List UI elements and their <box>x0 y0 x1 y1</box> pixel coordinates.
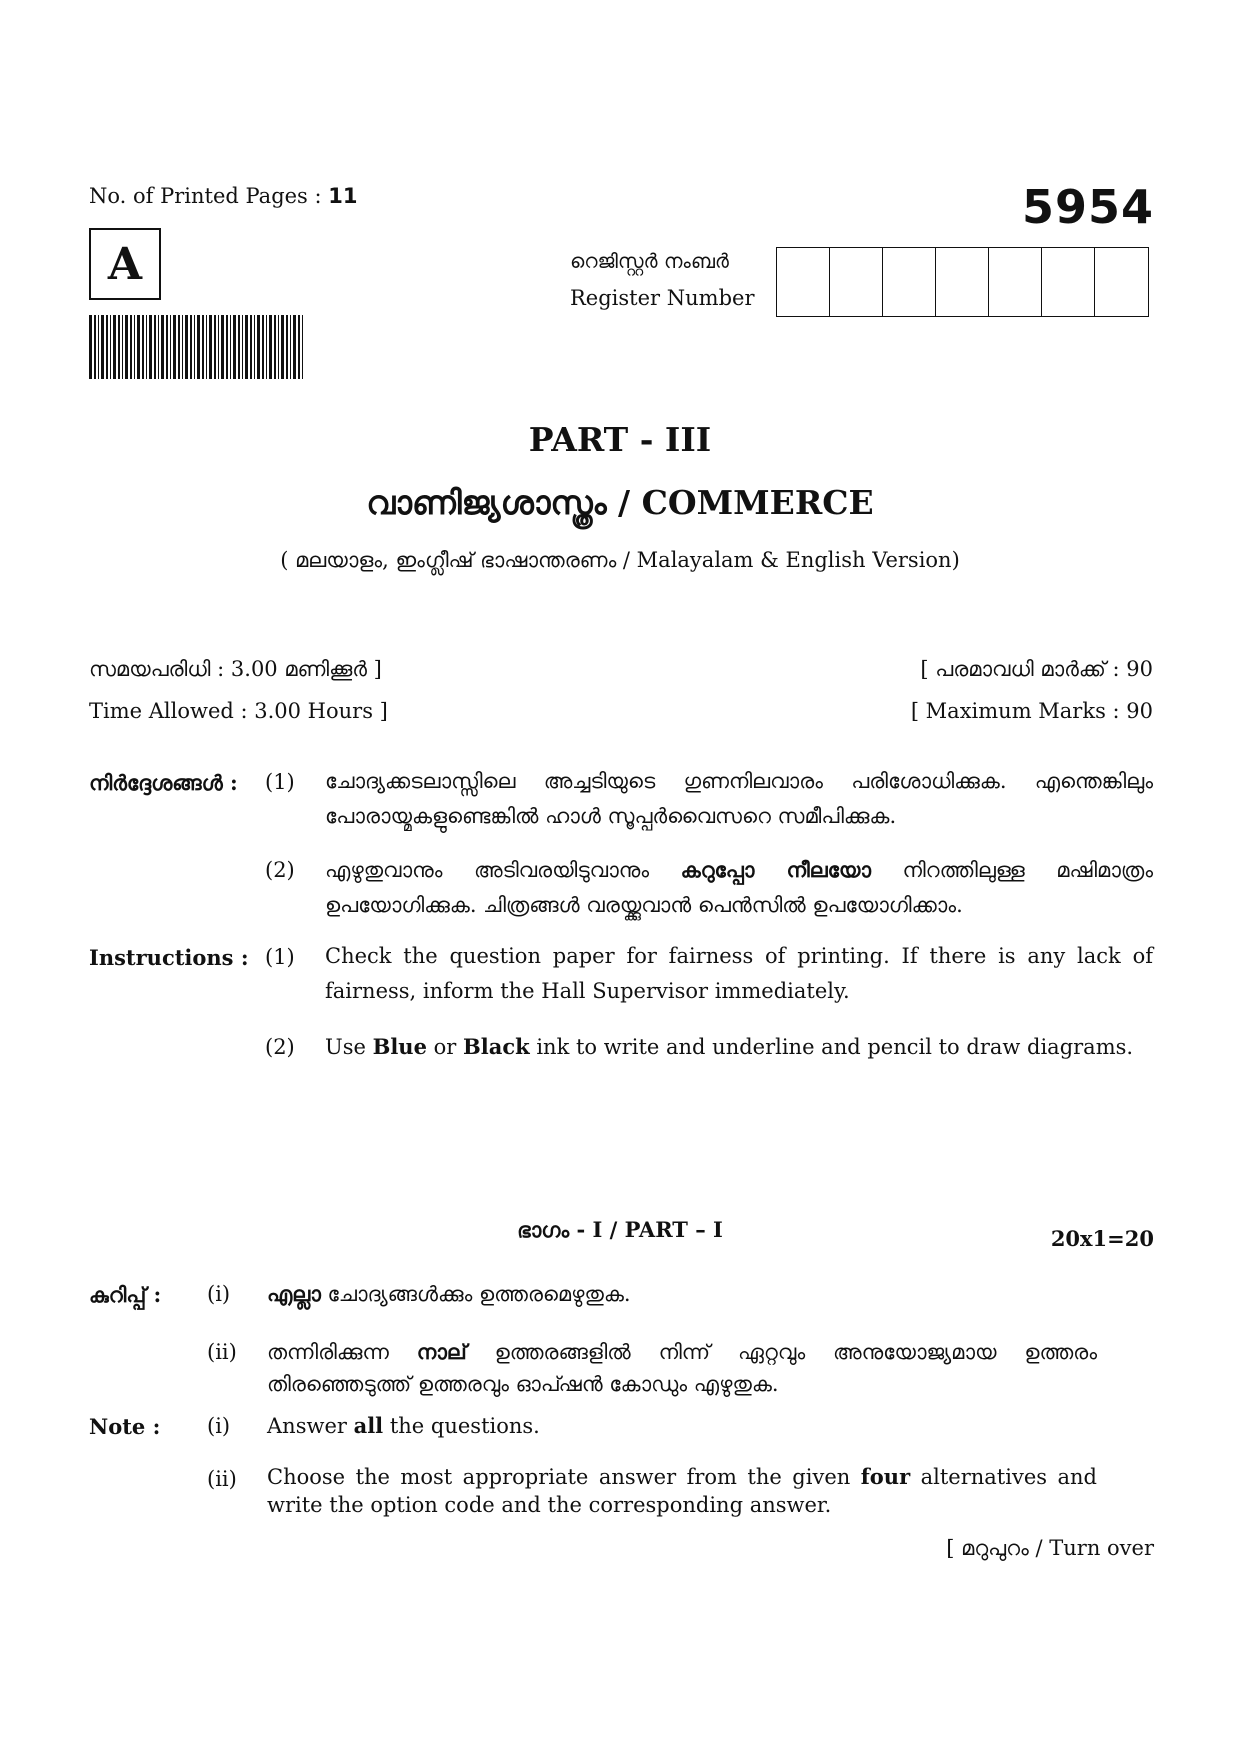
text-part: Use <box>325 1035 373 1059</box>
emphasis: നാല് <box>416 1339 467 1364</box>
text-part: alternatives and write the option code and the corresponding answer. <box>267 1465 1097 1517</box>
max-marks-en: [ Maximum Marks : 90 <box>910 699 1153 723</box>
part1-heading: ഭാഗം - I / PART – I <box>517 1217 723 1242</box>
max-marks-ml: [ പരമാവധി മാർക്ക് : 90 <box>920 657 1153 681</box>
part-title: PART - III <box>528 420 712 459</box>
note-en-label: Note : <box>89 1414 161 1439</box>
item-number: (i) <box>207 1282 231 1306</box>
printed-pages <box>89 184 358 208</box>
text-part: ചോദ്യങ്ങൾക്കും ഉത്തരമെഴുതുക. <box>320 1282 631 1306</box>
item-number: (ii) <box>207 1467 237 1491</box>
part1-marks: 20x1=20 <box>1050 1226 1154 1251</box>
item-number: (2) <box>265 858 295 882</box>
text-part: or <box>426 1035 463 1059</box>
item-number: (ii) <box>207 1340 237 1364</box>
register-digit-box[interactable] <box>777 248 830 316</box>
text-part: the questions. <box>383 1414 540 1438</box>
text-part: തന്നിരിക്കുന്ന <box>267 1340 417 1364</box>
instruction-text: ചോദ്യക്കടലാസ്സിലെ അച്ചടിയുടെ ഗുണനിലവാരം പരിശോധിക്കുക. എന്തെങ്കിലും പോരായ്മകളുണ്ടെങ്കിൽ ഹാൾ സൂപ്പർവൈസറെ സമീപിക്കുക. <box>325 769 1153 828</box>
item-number: (1) <box>265 770 295 794</box>
instructions-en-label: Instructions : <box>89 945 249 970</box>
time-marks-ml-row <box>89 657 1153 682</box>
emphasis: all <box>353 1413 384 1438</box>
emphasis: Blue <box>372 1034 427 1059</box>
text-part: ഉത്തരങ്ങളിൽ നിന്ന് ഏറ്റവും അനുയോജ്യമായ ഉത്തരം തിരഞ്ഞെടുത്ത് ഉത്തരവും ഓപ്ഷൻ കോഡും എഴുതുക. <box>267 1340 1097 1396</box>
version-line: ( മലയാളം, ഇംഗ്ലീഷ് ഭാഷാന്തരണം / Malayalam & English Version) <box>280 548 960 572</box>
instruction-text <box>325 1029 1153 1065</box>
register-digit-box[interactable] <box>830 248 883 316</box>
item-number: (i) <box>207 1414 231 1438</box>
register-digit-box[interactable] <box>936 248 989 316</box>
version-letter-box <box>89 228 161 300</box>
emphasis: Black <box>462 1034 530 1059</box>
printed-pages-label: No. of Printed Pages : <box>89 184 329 208</box>
printed-pages-value: 11 <box>328 184 358 208</box>
note-text <box>267 1463 1097 1519</box>
emphasis: കറുപ്പോ നീലയോ <box>680 857 871 882</box>
text-part: ink to write and underline and pencil to draw diagrams. <box>529 1035 1134 1059</box>
text-part: എഴുതുവാനും അടിവരയിടുവാനും <box>325 858 681 882</box>
note-text <box>267 1278 1097 1310</box>
emphasis: എല്ലാ <box>267 1281 321 1306</box>
instruction-text: Check the question paper for fairness of printing. If there is any lack of fairness, inform the Hall Supervisor immediately. <box>325 944 1153 1003</box>
register-digit-box[interactable] <box>1042 248 1095 316</box>
turn-over: [ മറുപുറം / Turn over <box>946 1536 1154 1560</box>
item-number: (2) <box>265 1035 295 1059</box>
text-part: Choose the most appropriate answer from the given <box>267 1465 861 1489</box>
register-digit-box[interactable] <box>1095 248 1148 316</box>
note-text <box>267 1336 1097 1400</box>
register-number-boxes[interactable] <box>776 247 1149 317</box>
register-digit-box[interactable] <box>883 248 936 316</box>
version-letter: A <box>107 238 143 290</box>
register-label-ml: റെജിസ്റ്റർ നംബർ <box>570 249 729 273</box>
note-ml-label: കുറിപ്പ് : <box>89 1282 162 1307</box>
subject-title: വാണിജ്യശാസ്ത്രം / COMMERCE <box>366 483 874 522</box>
instruction-text <box>325 852 1153 923</box>
register-digit-box[interactable] <box>989 248 1042 316</box>
time-allowed-ml: സമയപരിധി : 3.00 മണിക്കൂർ ] <box>89 657 382 681</box>
instructions-ml-label: നിർദ്ദേശങ്ങൾ : <box>89 770 238 795</box>
paper-code: 5954 <box>1021 180 1154 234</box>
barcode-icon <box>89 315 307 379</box>
item-number: (1) <box>265 945 295 969</box>
register-label-en: Register Number <box>570 286 755 310</box>
time-allowed-en: Time Allowed : 3.00 Hours ] <box>89 699 388 723</box>
emphasis: four <box>860 1464 911 1489</box>
note-text <box>267 1410 1097 1442</box>
text-part: Answer <box>267 1414 354 1438</box>
time-marks-en-row <box>89 699 1153 723</box>
text-part: നിറത്തിലുള്ള മഷിമാത്രം ഉപയോഗിക്കുക. ചിത്രങ്ങൾ വരയ്ക്കുവാൻ പെൻസിൽ ഉപയോഗിക്കാം. <box>325 858 1153 917</box>
